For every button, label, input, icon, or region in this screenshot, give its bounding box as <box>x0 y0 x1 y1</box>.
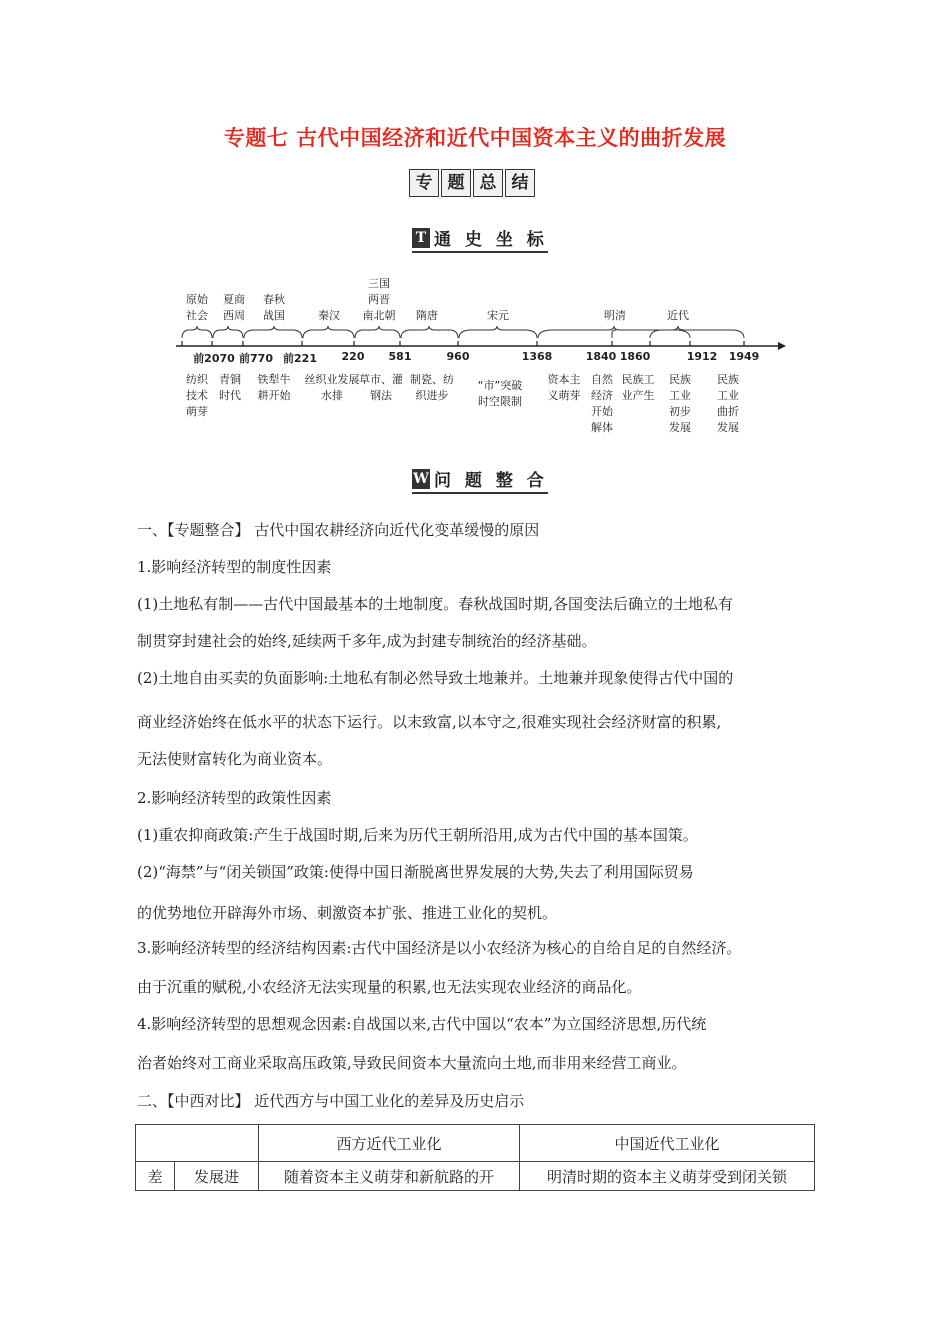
event-label: 铁犁牛 耕开始 <box>257 373 291 402</box>
body-line: 3.影响经济转型的经济结构因素:古代中国经济是以小农经济为核心的自给自足的自然经济。 <box>137 939 742 957</box>
issues-heading-label: 问 题 整 合 <box>434 471 548 491</box>
table-cell: 随着资本主义萌芽和新航路的开 <box>259 1162 520 1191</box>
period-label: 春秋 战国 <box>263 293 285 322</box>
body-line: (2)土地自由买卖的负面影响:土地私有制必然导致土地兼并。土地兼并现象使得古代中国的 <box>137 669 734 687</box>
summary-heading <box>409 169 535 197</box>
body-line: (1)重农抑商政策:产生于战国时期,后来为历代王朝所沿用,成为古代中国的基本国策。 <box>137 826 698 844</box>
event-label: 自然 经济 开始 解体 <box>591 373 613 434</box>
page-title: 专题七 古代中国经济和近代中国资本主义的曲折发展 <box>223 126 727 150</box>
year-label: 前221 <box>283 352 317 365</box>
table-header-cell: 中国近代工业化 <box>520 1125 815 1162</box>
period-label: 宋元 <box>487 309 509 322</box>
body-line: 制贯穿封建社会的始终,延续两千多年,成为封建专制统治的经济基础。 <box>137 632 597 650</box>
body-line: (1)土地私有制——古代中国最基本的土地制度。春秋战国时期,各国变法后确立的土地私有 <box>137 595 734 613</box>
year-label: 1949 <box>728 350 760 363</box>
period-label: 夏商 西周 <box>223 293 245 322</box>
period-label: 原始 社会 <box>186 293 208 322</box>
event-label: “市”突破 时空限制 <box>477 379 523 408</box>
table-cell: 发展进 <box>175 1162 259 1191</box>
event-label: 民族 工业 初步 发展 <box>669 373 691 434</box>
year-label: 960 <box>446 350 470 363</box>
timeline-heading-label: 通 史 坐 标 <box>434 230 548 250</box>
body-line: 由于沉重的赋税,小农经济无法实现量的积累,也无法实现农业经济的商品化。 <box>137 978 642 996</box>
event-label: 纺织 技术 萌芽 <box>186 373 208 418</box>
timeline-axis <box>0 270 950 370</box>
event-label: 制瓷、纺 织进步 <box>410 373 454 402</box>
event-label: 青铜 时代 <box>219 373 241 402</box>
period-brace <box>612 330 616 338</box>
year-label: 1912 <box>686 350 718 363</box>
period-label: 明清 <box>604 309 626 322</box>
axis-arrow-icon <box>778 342 786 350</box>
year-label: 前770 <box>239 352 273 365</box>
timeline-heading <box>412 225 548 253</box>
body-line: (2)“海禁”与“闭关锁国”政策:使得中国日渐脱离世界发展的大势,失去了利用国际贸易 <box>137 863 694 881</box>
period-brace <box>182 326 212 338</box>
table-header-cell: 西方近代工业化 <box>259 1125 520 1162</box>
section-heading-2: 二、【中西对比】 近代西方与中国工业化的差异及历史启示 <box>137 1092 525 1110</box>
event-label: 民族工 业产生 <box>621 373 655 402</box>
year-label: 1368 <box>521 350 553 363</box>
year-label: 前2070 <box>193 352 235 365</box>
period-brace <box>650 326 744 338</box>
period-label: 隋唐 <box>416 309 438 322</box>
year-label: 1860 <box>619 350 651 363</box>
section-heading-1: 一、【专题整合】 古代中国农耕经济向近代化变革缓慢的原因 <box>137 521 540 539</box>
event-label: 草市、灌 钢法 <box>359 373 403 402</box>
comparison-table <box>135 1124 815 1191</box>
subheading: 2.影响经济转型的政策性因素 <box>137 789 332 807</box>
summary-heading-char: 题 <box>441 169 471 197</box>
period-brace <box>244 326 302 338</box>
period-brace <box>213 326 243 338</box>
summary-heading-char: 专 <box>409 169 439 197</box>
year-label: 220 <box>341 350 365 363</box>
body-line: 治者始终对工商业采取高压政策,导致民间资本大量流向土地,而非用来经营工商业。 <box>137 1054 687 1072</box>
summary-heading-char: 结 <box>505 169 535 197</box>
event-label: 丝织业发展 水排 <box>304 373 360 402</box>
table-header-row <box>136 1125 815 1162</box>
body-line: 商业经济始终在低水平的状态下运行。以末致富,以本守之,很难实现社会经济财富的积累, <box>137 713 722 731</box>
event-label: 民族 工业 曲折 发展 <box>717 373 739 434</box>
period-brace <box>303 326 354 338</box>
body-line: 无法使财富转化为商业资本。 <box>137 750 333 768</box>
table-cell: 明清时期的资本主义萌芽受到闭关锁 <box>520 1162 815 1191</box>
table-cell: 差 <box>136 1162 175 1191</box>
table-row <box>136 1162 815 1191</box>
period-label: 三国 两晋 南北朝 <box>362 277 396 322</box>
body-line: 的优势地位开辟海外市场、刺激资本扩张、推进工业化的契机。 <box>137 904 558 922</box>
year-label: 581 <box>388 350 412 363</box>
issues-heading <box>412 466 548 494</box>
timeline <box>0 270 950 450</box>
period-label: 近代 <box>667 309 689 322</box>
issues-badge-icon: W <box>413 470 429 487</box>
body-line: 4.影响经济转型的思想观念因素:自战国以来,古代中国以“农本”为立国经济思想,历代统 <box>137 1015 707 1033</box>
period-brace <box>459 326 537 338</box>
period-brace <box>401 326 458 338</box>
period-brace <box>355 326 400 338</box>
summary-heading-char: 总 <box>473 169 503 197</box>
subheading: 1.影响经济转型的制度性因素 <box>137 558 332 576</box>
period-brace <box>538 326 690 338</box>
event-label: 资本主 义萌芽 <box>547 373 581 402</box>
period-label: 秦汉 <box>318 309 340 322</box>
timeline-badge-icon: T <box>412 228 430 248</box>
year-label: 1840 <box>585 350 617 363</box>
table-header-cell <box>136 1125 259 1162</box>
